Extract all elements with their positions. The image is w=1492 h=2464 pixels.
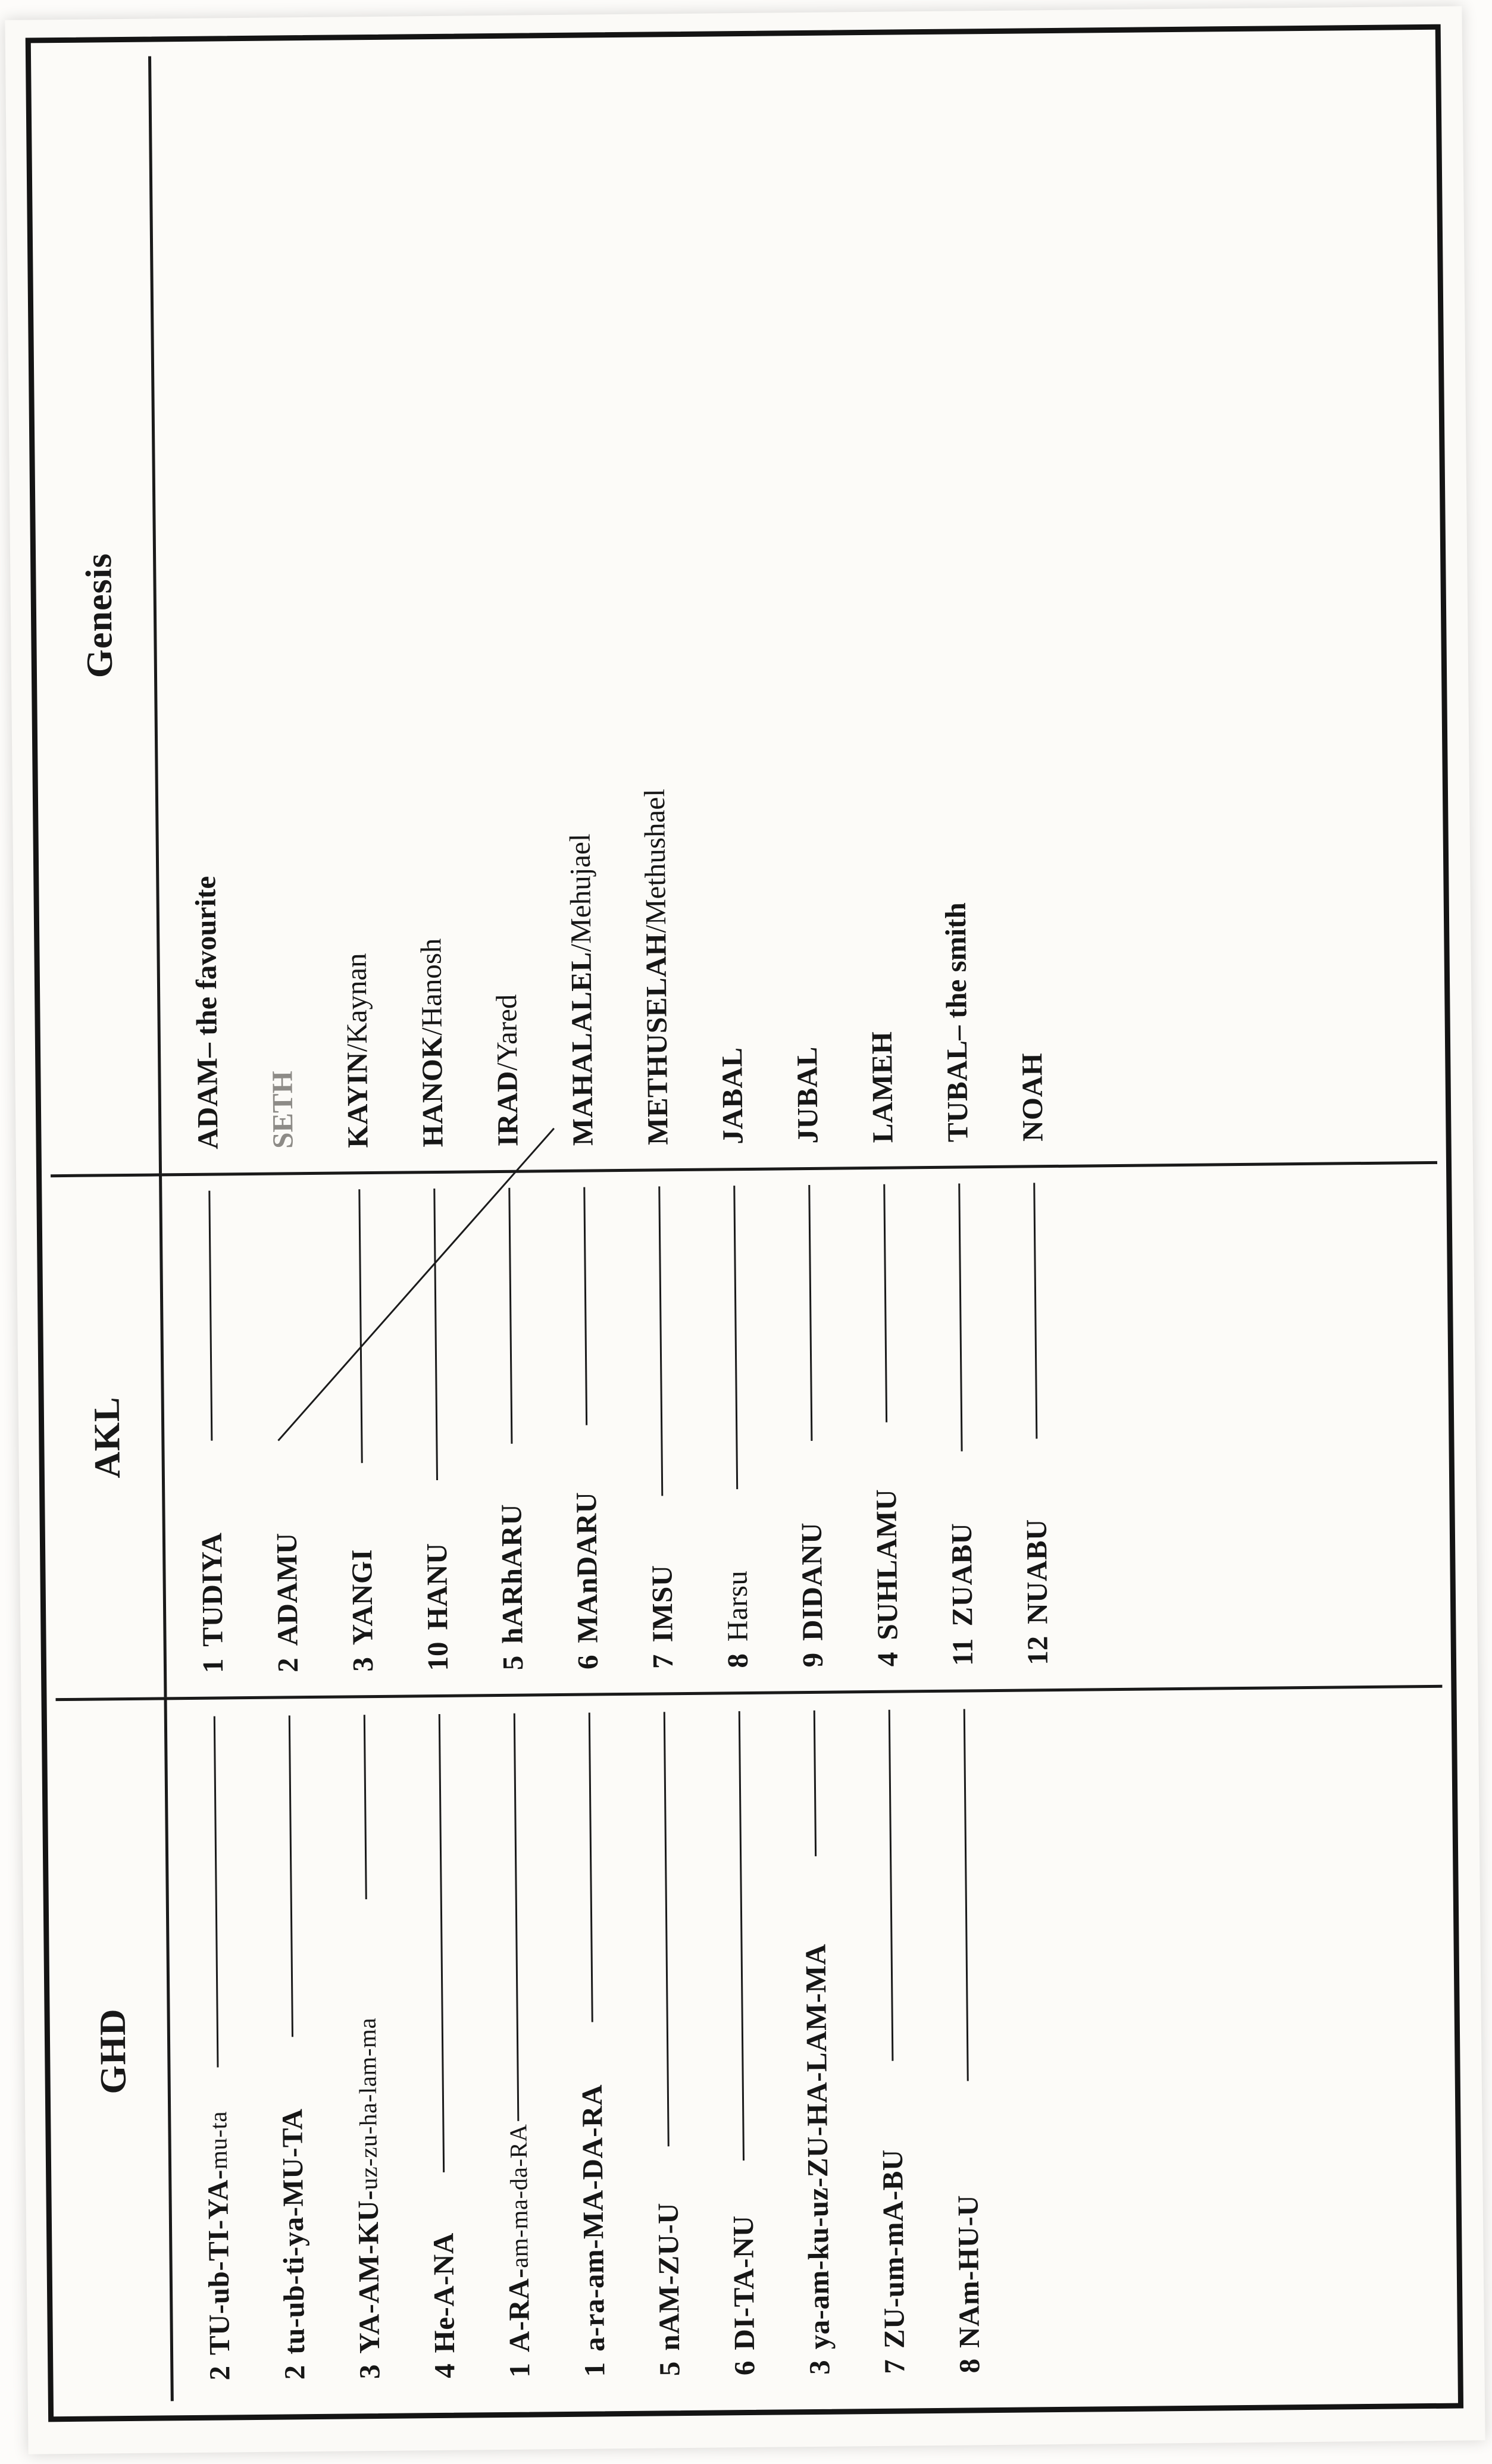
ghd-number: 6 [728, 2360, 761, 2376]
akl-name: ADAMU [270, 1532, 304, 1646]
ghd-name: ya-am-ku-uz-ZU-HA-LAM-MA [799, 1943, 836, 2350]
ghd-number: 3 [353, 2364, 386, 2379]
akl-number: 7 [646, 1654, 680, 1669]
akl-number: 3 [346, 1656, 380, 1672]
list-item [919, 48, 987, 1166]
genesis-name: LAMEH [865, 1031, 899, 1143]
ghd-number: 2 [203, 2365, 236, 2381]
akl-name: hARhARU [495, 1503, 529, 1644]
list-item [844, 49, 912, 1167]
akl-number: 8 [721, 1653, 755, 1668]
column-header-ghd: GHD [56, 1699, 173, 2402]
akl-number: 9 [796, 1652, 830, 1668]
ghd-name-suffix: uz-zu-ha-lam-ma [353, 2017, 383, 2190]
genesis-name: TUBAL [940, 1040, 974, 1143]
akl-name: DIDANU [795, 1522, 829, 1641]
ghd-number: 1 [578, 2362, 611, 2377]
genesis-name-faint: SETH [265, 1070, 299, 1149]
rotated-table-area [40, 44, 1449, 2402]
ghd-number: 5 [653, 2361, 686, 2377]
ghd-name: TU-ub-TI-YA- [201, 2169, 236, 2356]
genesis-name: JABAL [715, 1047, 749, 1145]
akl-number: 2 [271, 1658, 305, 1673]
genesis-note: – the smith [939, 902, 973, 1041]
list-item [994, 48, 1062, 1165]
list-item [260, 1699, 324, 2400]
list-item [694, 51, 762, 1168]
list-item [244, 55, 312, 1172]
list-item [784, 1694, 848, 2395]
list-item [560, 1696, 624, 2397]
ghd-number: 1 [503, 2362, 536, 2378]
ghd-name: tu-ub-ti-ya-MU-TA [276, 2108, 311, 2355]
table-border-box [26, 24, 1463, 2422]
akl-name: NUABU [1019, 1518, 1054, 1625]
akl-name: SUHLAMU [869, 1489, 904, 1641]
akl-number: 5 [496, 1655, 530, 1671]
genesis-name: KAYIN [340, 1052, 374, 1149]
column-genesis [150, 44, 1437, 1175]
ghd-name: nAM-ZU-U [651, 2202, 686, 2352]
genesis-name: NOAH [1015, 1052, 1049, 1142]
ghd-number: 8 [953, 2358, 986, 2374]
genesis-name: HANOK [415, 1035, 449, 1147]
genesis-name-alt: /Methushael [637, 789, 673, 933]
genesis-name-alt: /Kaynan [339, 953, 374, 1052]
ghd-name-suffix: am-ma-da-RA [504, 2124, 533, 2269]
akl-number: 12 [1021, 1636, 1055, 1666]
akl-number: 10 [421, 1641, 455, 1671]
ghd-name: NAm-HU-U [951, 2194, 986, 2349]
list-item [394, 54, 462, 1171]
ghd-number: 4 [428, 2363, 461, 2379]
genesis-name: METHUSELAH [639, 933, 674, 1146]
ghd-name: A-RA- [502, 2268, 536, 2353]
comparative-table [40, 44, 1449, 2402]
list-item [619, 51, 687, 1169]
ghd-entry-list [167, 1688, 1447, 2401]
table-header-row [40, 57, 172, 2403]
akl-name: TUDIYA [195, 1532, 229, 1647]
genesis-name-alt: /Mehujael [563, 833, 598, 952]
akl-name: MAnDARU [570, 1491, 604, 1643]
ghd-name: a-ra-am-MA-DA-RA [575, 2084, 611, 2352]
list-item [255, 1175, 317, 1696]
akl-name: ZUABU [944, 1522, 979, 1627]
column-akl [161, 1163, 1443, 1699]
akl-number: 11 [946, 1638, 980, 1666]
genesis-name-alt: /Hanosh [414, 938, 448, 1036]
genesis-name: IRAD [490, 1070, 524, 1147]
list-item [169, 55, 237, 1173]
genesis-name: ADAM [190, 1057, 224, 1150]
akl-name: IMSU [645, 1565, 679, 1643]
rotated-content-wrapper [31, 30, 1458, 2416]
akl-name: YANGI [345, 1549, 379, 1646]
ghd-name-suffix: mu-ta [204, 2110, 233, 2170]
ghd-number: 7 [878, 2359, 911, 2374]
akl-number: 4 [871, 1652, 905, 1667]
list-item [319, 54, 387, 1172]
genesis-entry-list [151, 44, 1435, 1174]
akl-number: 6 [571, 1655, 605, 1670]
list-item [335, 1698, 399, 2399]
document-page [5, 6, 1485, 2454]
ghd-name: He-A-NA [427, 2232, 461, 2353]
genesis-name: JUBAL [790, 1046, 824, 1144]
list-item [469, 52, 537, 1170]
genesis-name: MAHALALEL [564, 952, 599, 1146]
ghd-name: ZU-um-mA-BU [875, 2149, 911, 2349]
akl-entry-list [162, 1164, 1440, 1697]
column-ghd [165, 1687, 1449, 2402]
akl-name: HANU [420, 1542, 454, 1630]
ghd-number: 3 [803, 2360, 836, 2375]
ghd-number: 2 [278, 2365, 311, 2380]
list-item [769, 50, 837, 1168]
list-item [544, 52, 612, 1170]
akl-number: 1 [196, 1658, 230, 1674]
column-header-akl: AKL [51, 1175, 165, 1700]
genesis-name-alt: /Yared [490, 994, 524, 1071]
genesis-note: – the favourite [189, 875, 224, 1058]
akl-name: Harsu [720, 1570, 754, 1642]
ghd-name: DI-TA-NU [726, 2215, 761, 2350]
ghd-name: YA-AM-KU- [351, 2190, 386, 2354]
column-header-genesis: Genesis [40, 57, 161, 1177]
